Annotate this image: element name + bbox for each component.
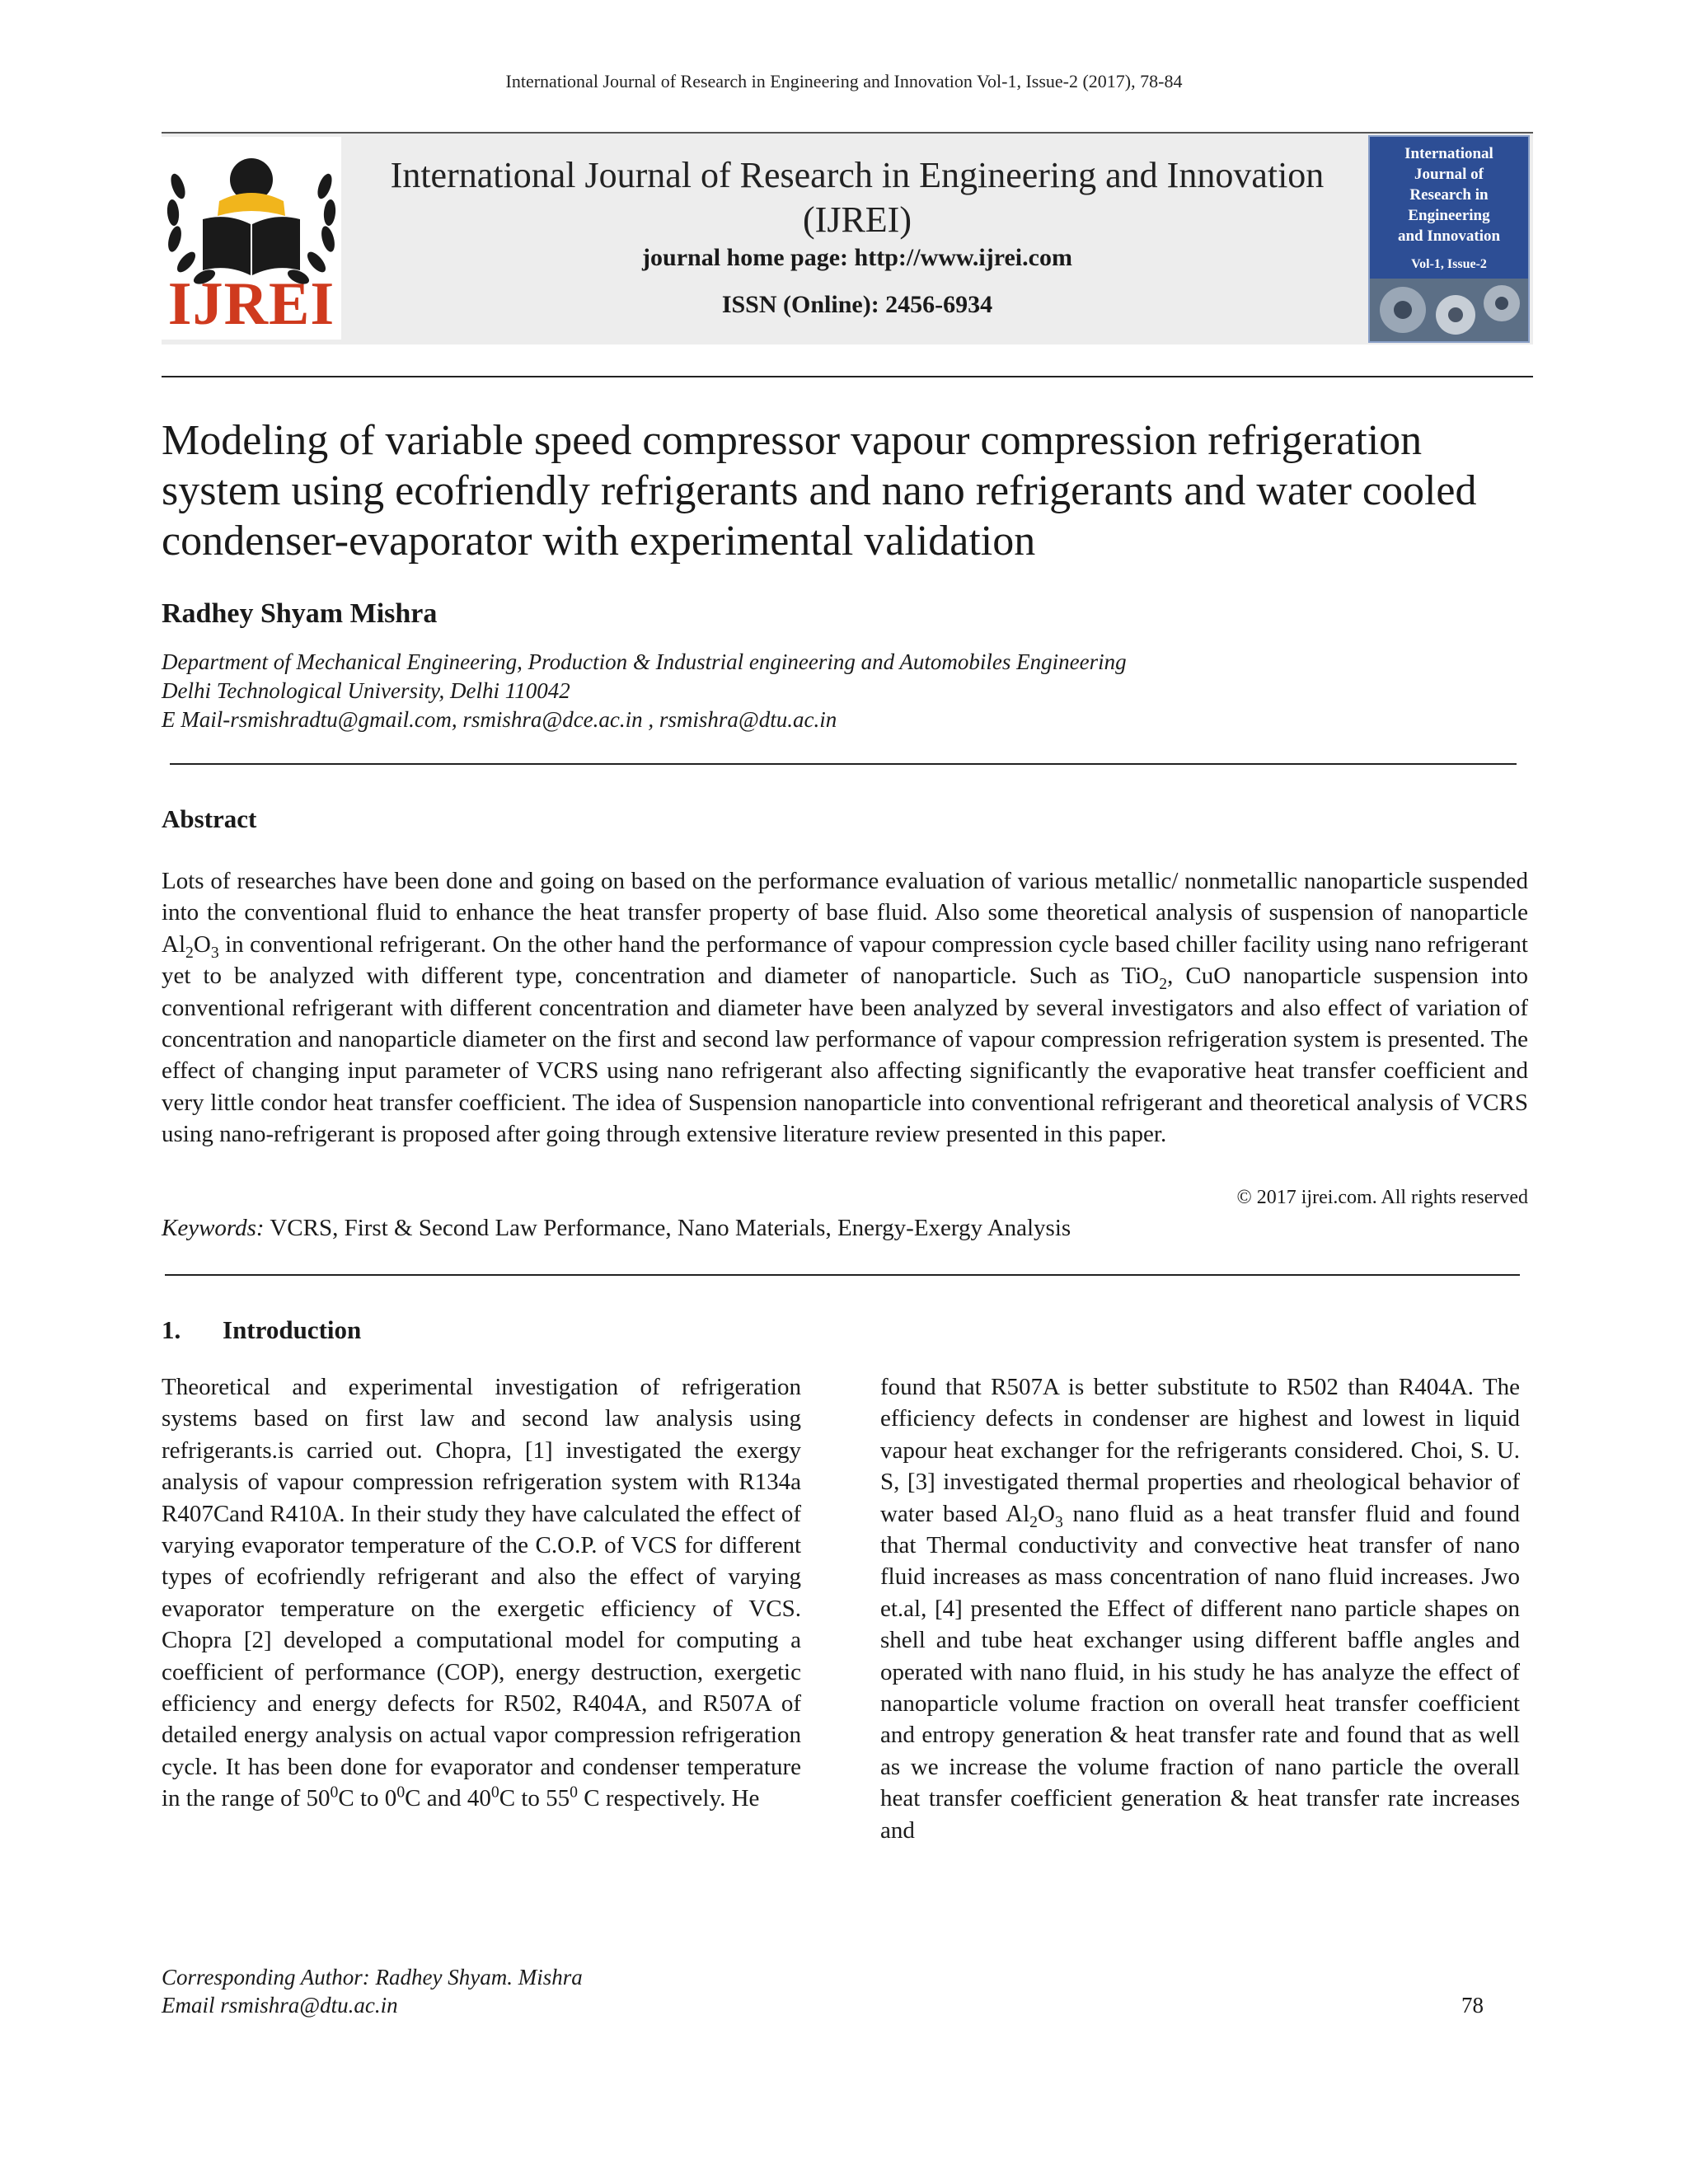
running-head: International Journal of Research in Engineering and Innovation Vol-1, Issue-2 (2017), 78-84	[505, 71, 1183, 91]
author-name: Radhey Shyam Mishra	[162, 598, 438, 629]
header-divider	[162, 376, 1533, 377]
page-number: 78	[1461, 1993, 1484, 2018]
journal-logo	[162, 137, 341, 340]
gears-icon	[1370, 279, 1528, 341]
cover-title: International Journal of Research in Engineering and Innovation	[1397, 145, 1501, 245]
article-title: Modeling of variable speed compressor vapour compression refrigeration system using ecofriendly refrigerants and nano refrigerants and water cooled condenser-evaporator with experimental validation	[162, 417, 1477, 565]
journal-home-page[interactable]: journal home page: http://www.ijrei.com	[642, 244, 1072, 271]
author-email[interactable]: E Mail-rsmishradtu@gmail.com, rsmishra@dce.ac.in , rsmishra@dtu.ac.in	[162, 707, 837, 732]
journal-title: International Journal of Research in Engineering and Innovation (IJREI)	[390, 155, 1325, 240]
keywords: Keywords: VCRS, First & Second Law Performance, Nano Materials, Energy-Exergy Analysis	[162, 1215, 1071, 1241]
section-heading-introduction: 1. Introduction	[162, 1315, 362, 1344]
abstract-text: Lots of researches have been done and going on based on the performance evaluation of various metallic/ nonmetallic nanoparticle suspended into the conventional fluid to enhance the heat transfer property of base fluid. Also some theoretical analysis of suspension of nanoparticle $Al_2O_3$ in conventional refrigerant. On the other hand the performance of vapour compression cycle based chiller facility using nano refrigerant yet to be analyzed with different type, concentration and diameter of nanoparticle. Such as TiO$_2$, CuO nanoparticle suspension into conventional refrigerant with different concentration and diameter have been analyzed by several investigators and also effect of variation of concentration and nanoparticle diameter on the first and second law performance of vapour compression refrigeration system is presented. The effect of changing input parameter of VCRS using nano refrigerant also affecting significantly the evaporative heat transfer coefficient and very little condor heat transfer coefficient. The idea of Suspension nanoparticle into conventional refrigerant and theoretical analysis of VCRS using nano-refrigerant is proposed after going through extensive literature review presented in this paper.	[162, 868, 1528, 1148]
corresponding-author: Corresponding Author: Radhey Shyam. Mishra Email rsmishra@dtu.ac.in	[162, 1965, 583, 2018]
corresponding-email[interactable]: Email rsmishra@dtu.ac.in	[162, 1993, 398, 2018]
copyright-notice: © 2017 ijrei.com. All rights reserved	[1236, 1187, 1528, 1208]
abstract-divider	[165, 1274, 1520, 1276]
affiliation-divider	[170, 763, 1517, 765]
intro-right-column: found that R507A is better substitute to R502 than R404A. The efficiency defects in condenser are highest and lowest in liquid vapour heat exchanger for the refrigerants considered. Choi, S. U. S, [3] investigated thermal properties and rheological behavior of water based $Al_2O_3$ nano fluid as a heat transfer fluid and found that Thermal conductivity and convective heat transfer of nano fluid increases as mass concentration of nano fluid increases. Jwo et.al, [4] presented the Effect of different nano particle shapes on shell and tube heat exchanger using different baffle angles and operated with nano fluid, in his study he has analyze the effect of nanoparticle volume fraction on overall heat transfer coefficient and entropy generation & heat transfer rate and found that as well as we increase the volume fraction of nano particle the overall heat transfer coefficient generation & heat transfer rate increases and	[880, 1374, 1520, 1844]
intro-left-column: Theoretical and experimental investigation of refrigeration systems based on first law and second law analysis using refrigerants.is carried out. Chopra, [1] investigated the exergy analysis of vapour compression refrigeration system with R134a R407Cand R410A. In their study they have calculated the effect of varying evaporator temperature of the C.O.P. of VCS for different types of ecofriendly refrigerant and also the effect of varying evaporator temperature on the exergetic efficiency of VCS. Chopra [2] developed a computational model for computing a coefficient of performance (COP), energy destruction, exergetic efficiency and energy defects for R502, R404A, and R507A of detailed energy analysis on actual vapor compression refrigeration cycle. It has been done for evaporator and condenser temperature in the range of $50^0C$ to $0^0C$ and $40^0C$ to $55^0$ C respectively. He	[162, 1374, 801, 1812]
journal-cover-thumbnail	[1368, 135, 1530, 343]
journal-issn: ISSN (Online): 2456-6934	[721, 291, 993, 318]
cover-volume: Vol-1, Issue-2	[1411, 257, 1487, 271]
logo-wordmark: IJREI	[167, 270, 335, 338]
abstract-heading: Abstract	[162, 804, 257, 833]
author-affiliation: Department of Mechanical Engineering, Production & Industrial engineering and Automobiles Engineering Delhi Technological University, Delhi 110042 E Mail-rsmishradtu@gmail.com, rsmishra@dce.ac.in , rsmishra@dtu.ac.in	[162, 648, 1480, 734]
